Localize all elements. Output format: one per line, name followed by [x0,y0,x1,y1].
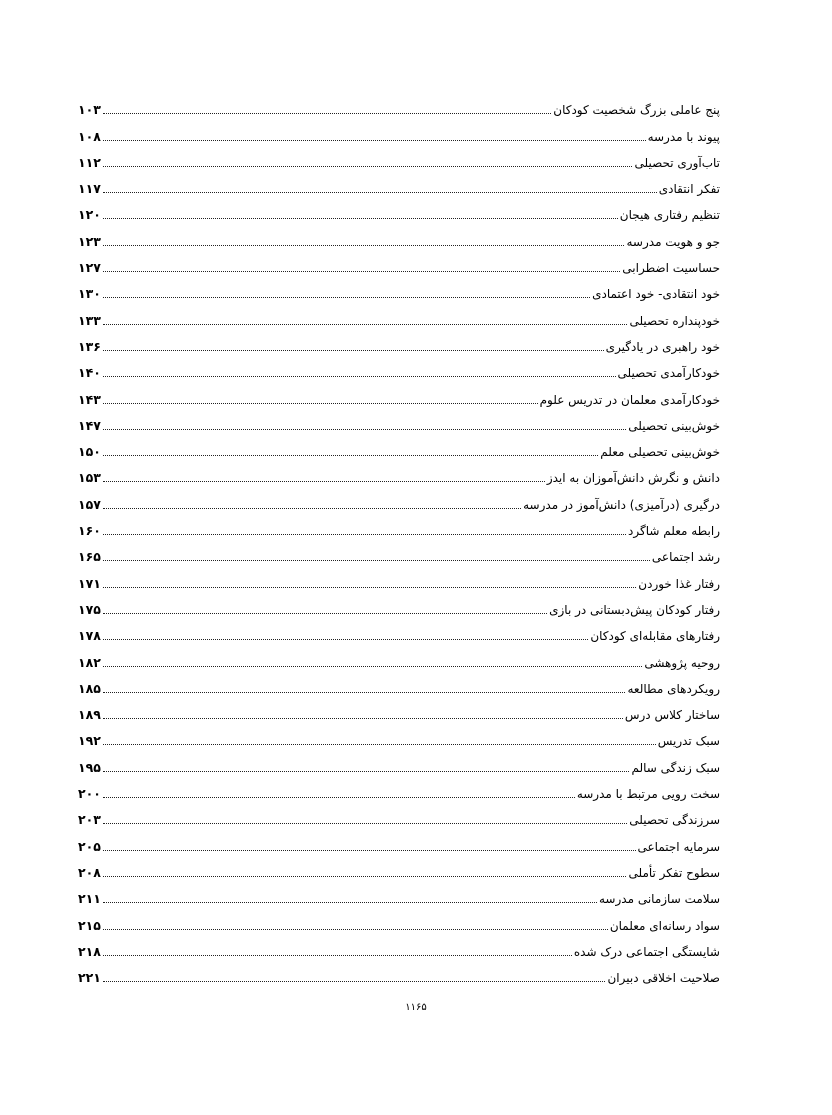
toc-entry-title: رفتارهای مقابله‌ای کودکان [590,629,720,644]
dot-leader [103,823,627,824]
toc-entry [78,962,720,988]
toc-entry-page-number: ۱۷۸ [78,628,101,644]
toc-entry [78,646,720,672]
toc-entry [78,199,720,225]
toc-entry-page-number: ۱۲۳ [78,233,101,249]
toc-entry-title: دانش و نگرش دانش‌آموزان به ایدز [546,471,720,486]
toc-entry-title: خود انتقادی- خود اعتمادی [592,287,720,302]
toc-entry [78,488,720,514]
toc-entry [78,147,720,173]
toc-entry [78,620,720,646]
toc-entry-title: حساسیت اضطرابی [622,261,720,276]
toc-entry-page-number: ۲۰۵ [78,838,101,854]
toc-entry-title: خود راهبری در یادگیری [605,339,720,354]
toc-entry-title: درگیری (درآمیزی) دانش‌آموز در مدرسه [523,497,720,512]
dot-leader [103,981,606,982]
dot-leader [103,771,630,772]
toc-entry [78,699,720,725]
toc-entry-title: سخت رویی مرتبط با مدرسه [576,787,720,802]
toc-entry [78,515,720,541]
toc-entry-title: سرزندگی تحصیلی [629,813,720,828]
toc-entry-title: صلاحیت اخلاقی دبیران [607,971,720,986]
dot-leader [103,692,626,693]
toc-entry-title: رشد اجتماعی [651,550,720,565]
toc-entry-page-number: ۱۲۷ [78,260,101,276]
toc-entry-page-number: ۱۰۳ [78,102,101,118]
toc-entry [78,410,720,436]
toc-entry-title: شایستگی اجتماعی درک شده [573,944,720,959]
toc-entry-title: رویکردهای مطالعه [627,681,720,696]
toc-entry-page-number: ۱۸۹ [78,707,101,723]
dot-leader [103,613,547,614]
page-number: ۱۱۶۵ [405,1002,427,1013]
dot-leader [103,166,633,167]
toc-entry-page-number: ۱۶۰ [78,523,101,539]
toc-entry-page-number: ۱۸۵ [78,680,101,696]
table-of-contents [78,94,720,988]
toc-entry-title: تنظیم رفتاری هیجان [619,208,720,223]
dot-leader [103,902,597,903]
toc-entry-page-number: ۲۱۱ [78,891,101,907]
toc-entry [78,436,720,462]
toc-entry [78,541,720,567]
dot-leader [103,744,656,745]
toc-entry-title: رفتار کودکان پیش‌دبستانی در بازی [549,602,720,617]
toc-entry-page-number: ۲۱۵ [78,917,101,933]
dot-leader [103,481,545,482]
toc-entry [78,830,720,856]
toc-entry [78,673,720,699]
toc-entry-title: خوش‌بینی تحصیلی معلم [600,445,720,460]
dot-leader [103,797,575,798]
toc-entry [78,225,720,251]
dot-leader [103,639,588,640]
toc-entry-title: خودکارآمدی تحصیلی [617,366,720,381]
toc-entry [78,857,720,883]
dot-leader [103,718,623,719]
dot-leader [103,560,650,561]
toc-entry-title: سواد رسانه‌ای معلمان [609,918,720,933]
toc-entry-title: روحیه پژوهشی [644,655,720,670]
toc-entry-title: سبک تدریس [657,734,720,749]
toc-entry [78,936,720,962]
toc-entry-page-number: ۲۲۱ [78,970,101,986]
dot-leader [103,955,572,956]
dot-leader [103,192,657,193]
toc-entry-page-number: ۱۳۶ [78,338,101,354]
toc-entry [78,804,720,830]
toc-entry-page-number: ۲۰۸ [78,864,101,880]
dot-leader [103,140,646,141]
toc-entry [78,304,720,330]
toc-entry-page-number: ۲۰۳ [78,812,101,828]
toc-entry-page-number: ۱۵۳ [78,470,101,486]
toc-entry-page-number: ۱۱۷ [78,181,101,197]
toc-entry [78,567,720,593]
toc-entry-title: پنج عاملی بزرگ شخصیت کودکان [553,103,720,118]
toc-entry-title: سطوح تفکر تأملی [628,865,720,880]
toc-entry-page-number: ۱۴۷ [78,417,101,433]
dot-leader [103,929,608,930]
toc-entry-title: رابطه معلم شاگرد [628,524,720,539]
toc-entry-title: خوش‌بینی تحصیلی [628,418,720,433]
toc-entry [78,462,720,488]
toc-entry [78,909,720,935]
toc-entry-title: رفتار غذا خوردن [638,576,720,591]
toc-entry-title: خودپنداره تحصیلی [629,313,720,328]
dot-leader [103,666,642,667]
dot-leader [103,508,521,509]
toc-entry-page-number: ۱۰۸ [78,128,101,144]
toc-entry [78,278,720,304]
dot-leader [103,587,636,588]
dot-leader [103,271,620,272]
toc-entry-page-number: ۱۹۲ [78,733,101,749]
toc-entry-title: خودکارآمدی معلمان در تدریس علوم [539,392,720,407]
dot-leader [103,534,626,535]
toc-entry-page-number: ۱۵۰ [78,444,101,460]
toc-entry-title: پیوند با مدرسه [647,129,720,144]
toc-entry-title: سبک زندگی سالم [631,760,720,775]
toc-entry [78,383,720,409]
dot-leader [103,350,604,351]
toc-entry [78,357,720,383]
toc-entry [78,725,720,751]
toc-entry-title: ساختار کلاس درس [624,708,720,723]
dot-leader [103,403,538,404]
toc-entry-page-number: ۲۰۰ [78,786,101,802]
dot-leader [103,218,618,219]
toc-entry-page-number: ۲۱۸ [78,943,101,959]
dot-leader [103,429,626,430]
toc-entry-page-number: ۱۵۷ [78,496,101,512]
toc-entry-page-number: ۱۴۰ [78,365,101,381]
toc-entry [78,173,720,199]
dot-leader [103,324,628,325]
dot-leader [103,297,590,298]
dot-leader [103,113,551,114]
toc-entry-page-number: ۱۳۳ [78,312,101,328]
toc-entry-page-number: ۱۹۵ [78,759,101,775]
toc-entry-title: جو و هویت مدرسه [626,234,720,249]
toc-entry [78,120,720,146]
toc-entry-page-number: ۱۱۲ [78,154,101,170]
toc-entry [78,252,720,278]
toc-entry-page-number: ۱۲۰ [78,207,101,223]
dot-leader [103,455,598,456]
dot-leader [103,876,627,877]
toc-entry-page-number: ۱۷۵ [78,601,101,617]
toc-entry-page-number: ۱۷۱ [78,575,101,591]
dot-leader [103,245,625,246]
toc-entry [78,594,720,620]
toc-entry [78,778,720,804]
toc-entry-title: تفکر انتقادی [658,182,720,197]
toc-entry [78,94,720,120]
toc-entry [78,883,720,909]
toc-entry-page-number: ۱۴۳ [78,391,101,407]
toc-entry-page-number: ۱۳۰ [78,286,101,302]
toc-entry [78,751,720,777]
toc-entry-title: تاب‌آوری تحصیلی [634,155,720,170]
dot-leader [103,376,616,377]
dot-leader [103,850,636,851]
toc-entry-page-number: ۱۸۲ [78,654,101,670]
toc-entry [78,331,720,357]
toc-entry-page-number: ۱۶۵ [78,549,101,565]
toc-entry-title: سلامت سازمانی مدرسه [599,892,720,907]
toc-entry-title: سرمایه اجتماعی [637,839,720,854]
